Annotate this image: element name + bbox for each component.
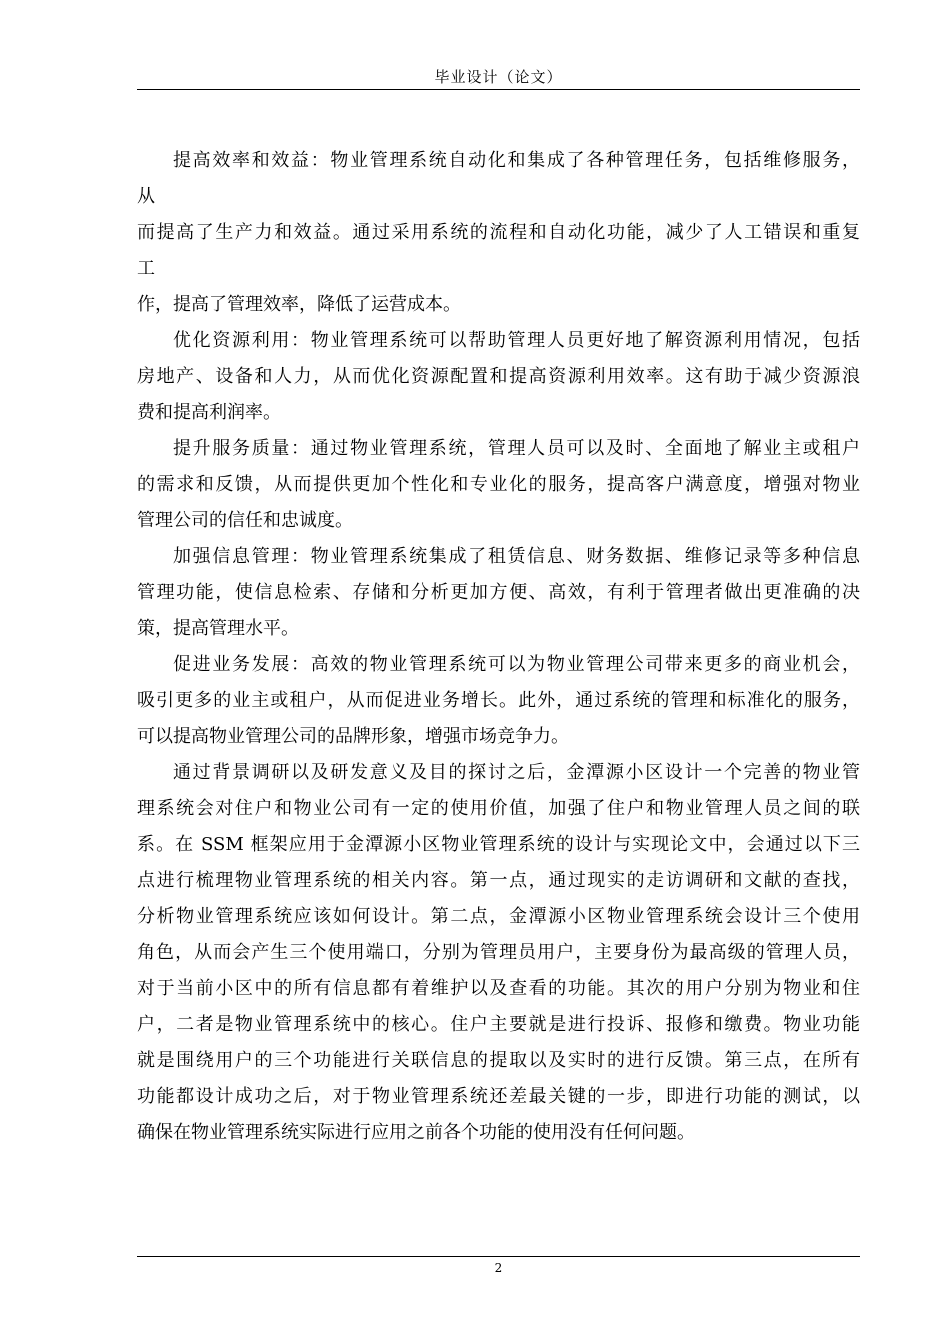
text-line: 就是围绕用户的三个功能进行关联信息的提取以及实时的进行反馈。第三点，在所有 [137,1050,860,1071]
page-number: 2 [494,1261,503,1275]
text-line: 作，提高了管理效率，降低了运营成本。 [137,294,461,315]
text-line: 户，二者是物业管理系统中的核心。住户主要就是进行投诉、报修和缴费。物业功能 [137,1014,860,1035]
text-line: 功能都设计成功之后，对于物业管理系统还差最关键的一步，即进行功能的测试，以 [137,1086,860,1107]
text-line: 管理公司的信任和忠诚度。 [137,510,353,531]
text-line: 管理功能，使信息检索、存储和分析更加方便、高效，有利于管理者做出更准确的决 [137,582,860,603]
header-divider [137,89,860,90]
text-line: 分析物业管理系统应该如何设计。第二点，金潭源小区物业管理系统会设计三个使用 [137,906,860,927]
text-line: 加强信息管理：物业管理系统集成了租赁信息、财务数据、维修记录等多种信息 [173,546,860,567]
text-line: 的需求和反馈，从而提供更加个性化和专业化的服务，提高客户满意度，增强对物业 [137,474,860,495]
text-line: 对于当前小区中的所有信息都有着维护以及查看的功能。其次的用户分别为物业和住 [137,978,860,999]
text-line: 从 [137,186,155,207]
text-line: 可以提高物业管理公司的品牌形象，增强市场竞争力。 [137,726,569,747]
text-line: 工 [137,258,155,279]
text-line: 系。在 SSM 框架应用于金潭源小区物业管理系统的设计与实现论文中，会通过以下三 [137,834,860,855]
text-line: 点进行梳理物业管理系统的相关内容。第一点，通过现实的走访调研和文献的查找， [137,870,860,891]
page-header-title: 毕业设计（论文） [434,68,563,86]
text-line: 角色，从而会产生三个使用端口，分别为管理员用户，主要身份为最高级的管理人员， [137,942,860,963]
text-line: 理系统会对住户和物业公司有一定的使用价值，加强了住户和物业管理人员之间的联 [137,798,860,819]
text-line: 吸引更多的业主或租户，从而促进业务增长。此外，通过系统的管理和标准化的服务， [137,690,860,711]
text-line: 优化资源利用：物业管理系统可以帮助管理人员更好地了解资源利用情况，包括 [173,330,860,351]
document-body [137,143,860,1151]
text-line: 而提高了生产力和效益。通过采用系统的流程和自动化功能，减少了人工错误和重复 [137,222,860,243]
text-line: 确保在物业管理系统实际进行应用之前各个功能的使用没有任何问题。 [137,1122,695,1143]
text-line: 促进业务发展：高效的物业管理系统可以为物业管理公司带来更多的商业机会， [173,654,860,675]
text-line: 策，提高管理水平。 [137,618,299,639]
text-line: 提升服务质量：通过物业管理系统，管理人员可以及时、全面地了解业主或租户 [173,438,860,459]
text-line: 提高效率和效益：物业管理系统自动化和集成了各种管理任务，包括维修服务， [173,150,860,171]
footer-divider [137,1256,860,1257]
text-line: 通过背景调研以及研发意义及目的探讨之后，金潭源小区设计一个完善的物业管 [173,762,860,783]
text-line: 房地产、设备和人力，从而优化资源配置和提高资源利用效率。这有助于减少资源浪 [137,366,860,387]
text-line: 费和提高利润率。 [137,402,281,423]
